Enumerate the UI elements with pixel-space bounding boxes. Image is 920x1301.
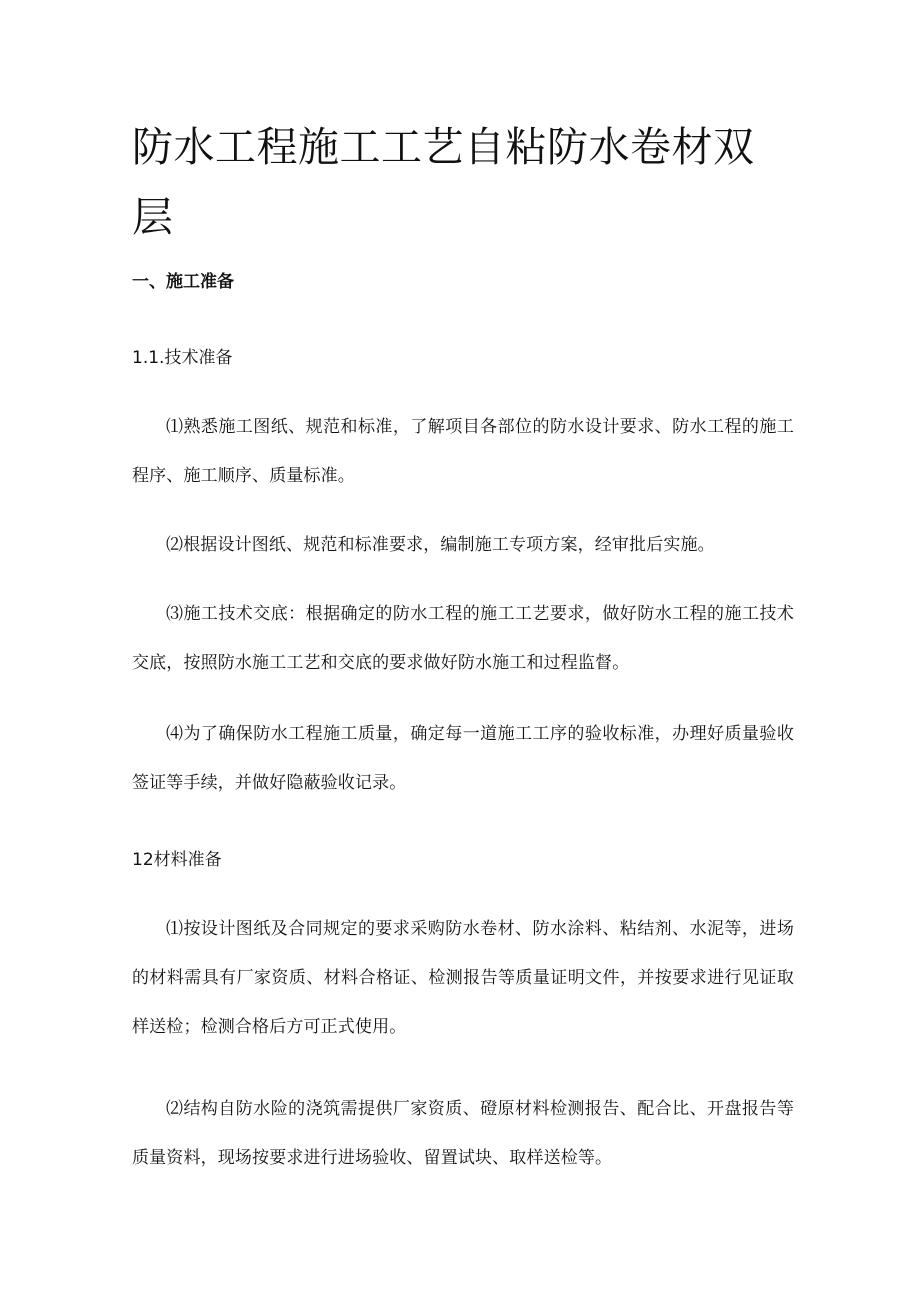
document-title: 防水工程施工工艺自粘防水卷材双层 bbox=[132, 123, 755, 241]
paragraph-material-2: ⑵结构自防水险的浇筑需提供厂家资质、磴原材料检测报告、配合比、开盘报告等质量资料，现场按要求进行进场验收、留置试块、取样送检等。 bbox=[132, 1099, 794, 1168]
paragraph-technical-4: ⑷为了确保防水工程施工质量，确定每一道施工工序的验收标准，办理好质量验收签证等手续，并做好隐蔽验收记录。 bbox=[132, 724, 794, 793]
paragraph-technical-3: ⑶施工技术交底：根据确定的防水工程的施工工艺要求，做好防水工程的施工技术交底，按照防水施工工艺和交底的要求做好防水施工和过程监督。 bbox=[132, 604, 794, 673]
subheading-material-preparation: 12材料准备 bbox=[132, 850, 222, 870]
paragraph-material-1: ⑴按设计图纸及合同规定的要求采购防水卷材、防水涂料、粘结剂、水泥等，进场的材料需具有厂家资质、材料合格证、检测报告等质量证明文件，并按要求进行见证取样送检；检测合格后方可正式使用。 bbox=[132, 919, 794, 1037]
subheading-technical-preparation: 1.1.技术准备 bbox=[132, 348, 233, 368]
paragraph-technical-2: ⑵根据设计图纸、规范和标准要求，编制施工专项方案，经审批后实施。 bbox=[166, 535, 715, 555]
section-heading-preparation: 一、施工准备 bbox=[132, 272, 234, 292]
paragraph-technical-1: ⑴熟悉施工图纸、规范和标准，了解项目各部位的防水设计要求、防水工程的施工程序、施工顺序、质量标准。 bbox=[132, 417, 794, 486]
